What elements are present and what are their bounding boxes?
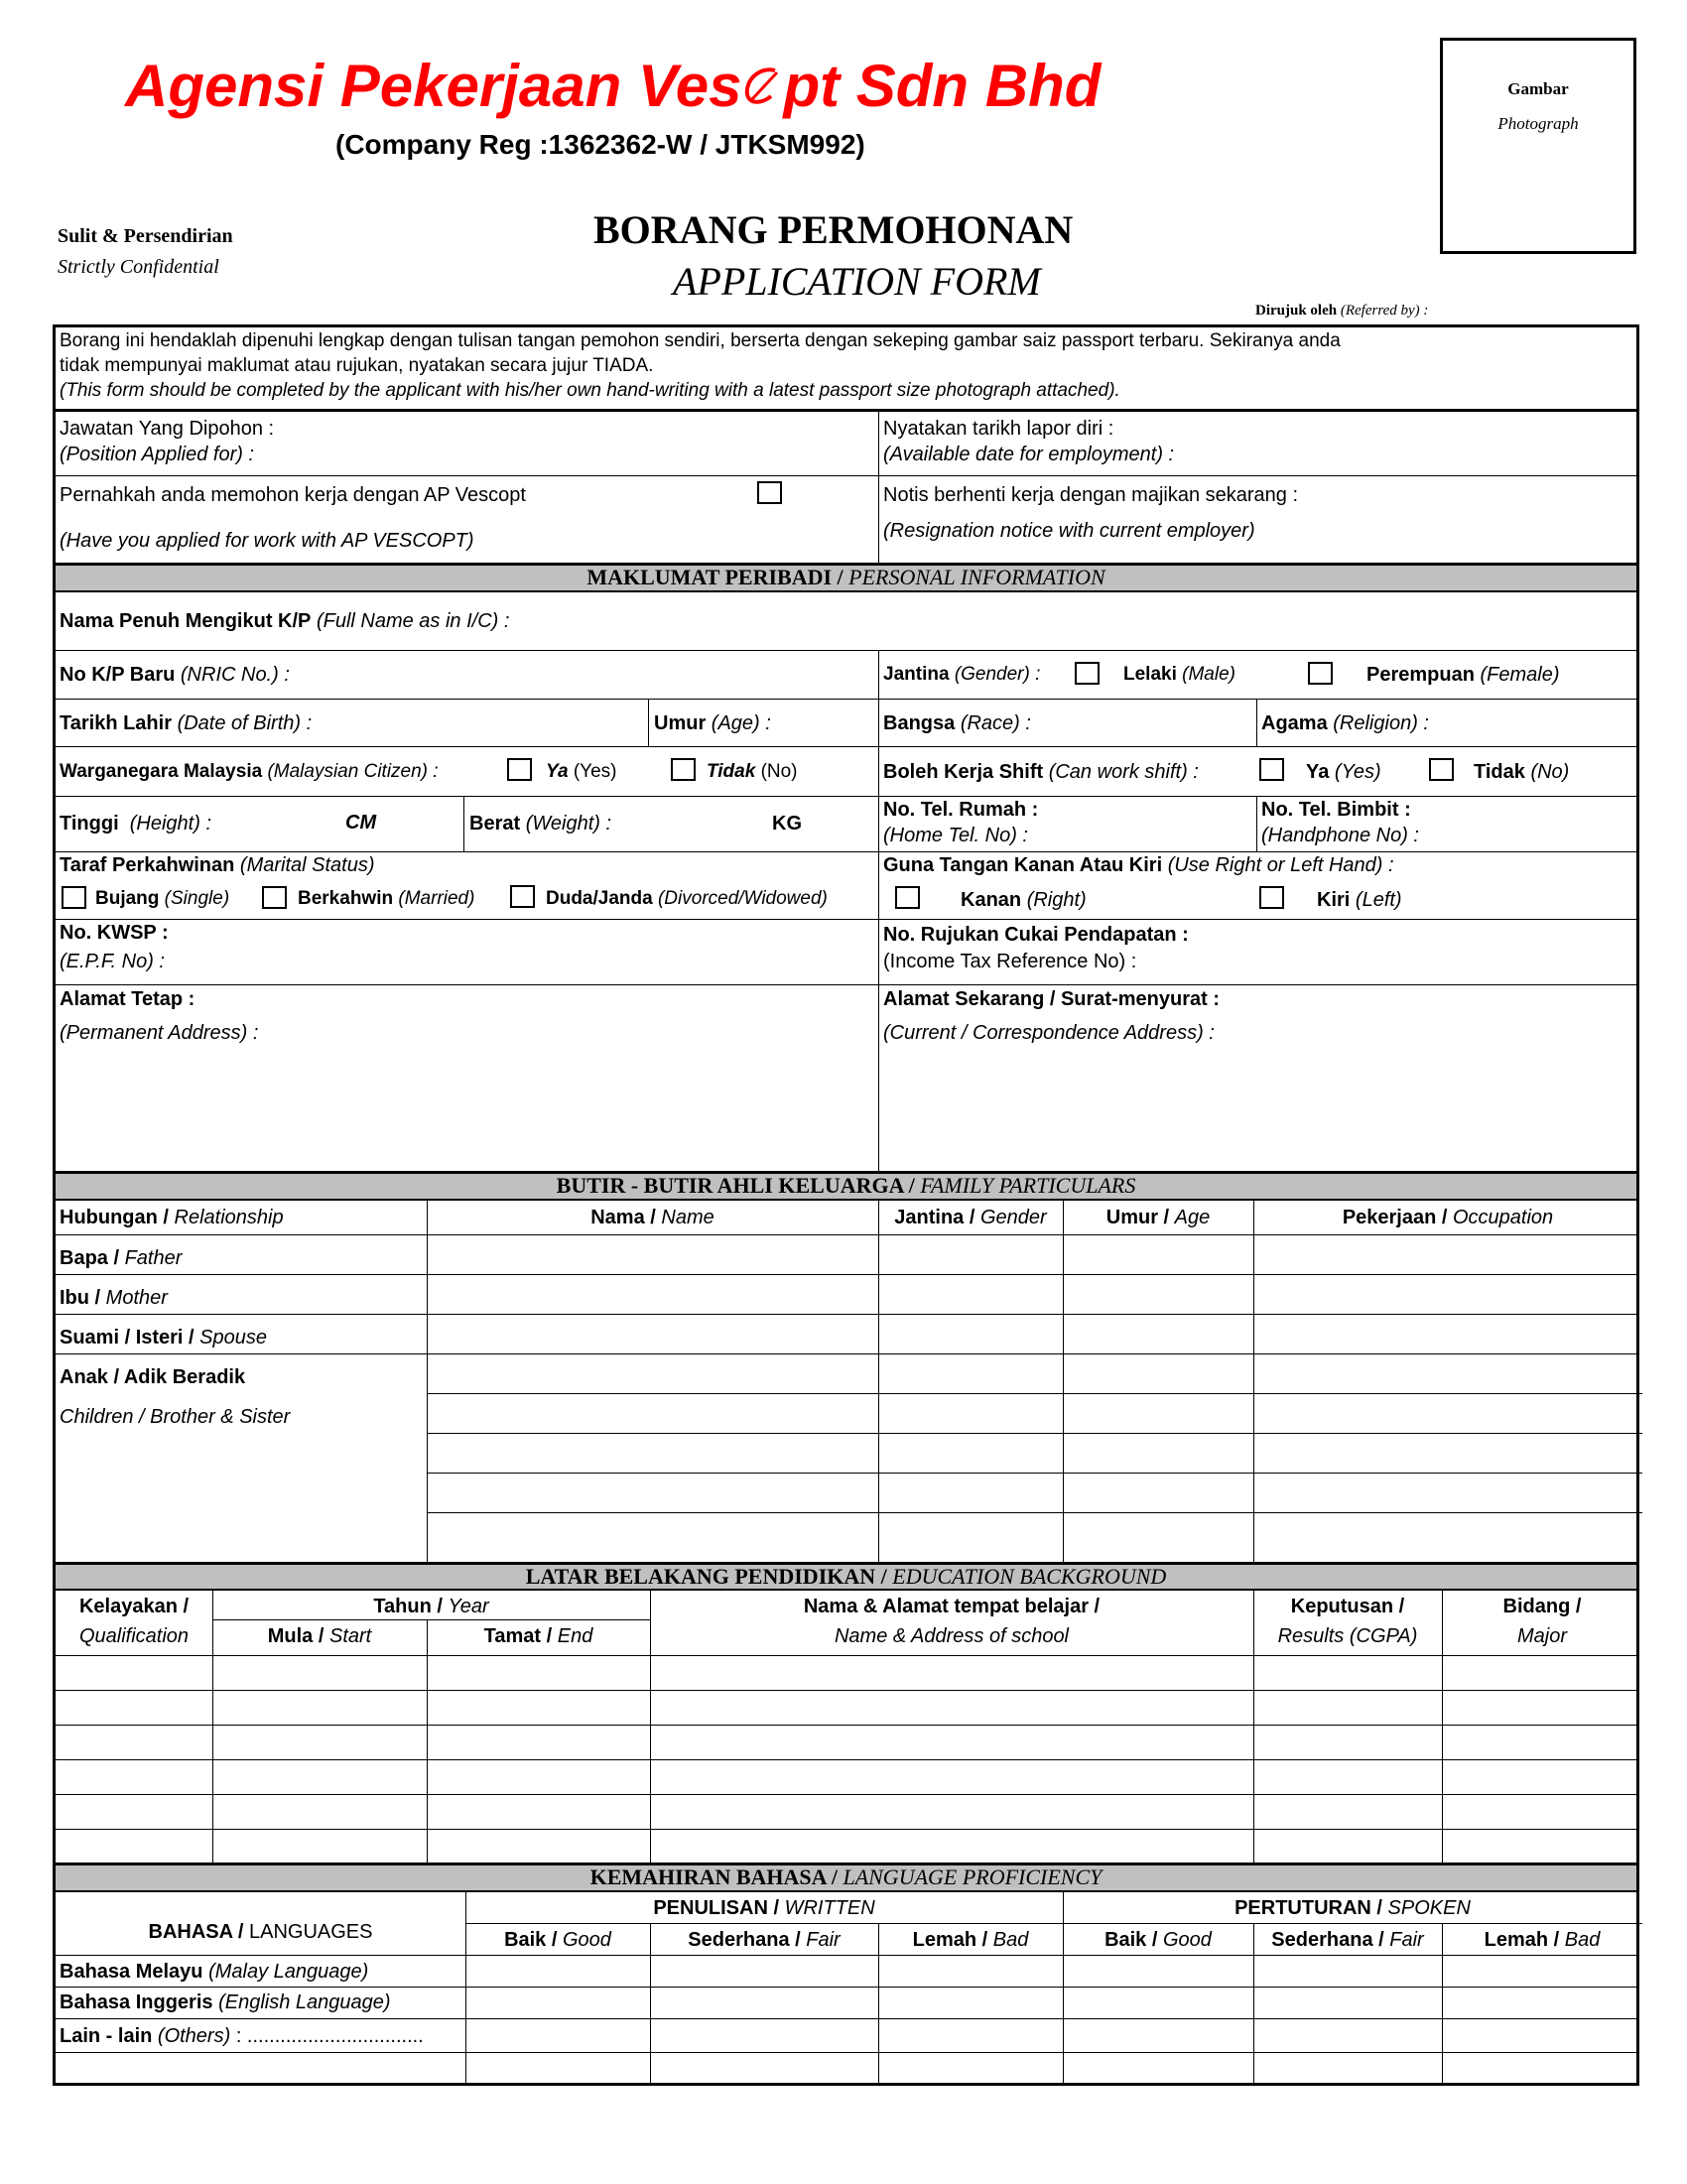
lang-row-malay [60,1960,368,1984]
religion-label-en: (Religion) : [1333,712,1429,734]
family-row-siblings-en: Children / Brother & Sister [60,1406,291,1428]
age-label-en: (Age) : [711,712,771,734]
family-header-occupation-en: Occupation [1453,1207,1554,1228]
spoken-fair-ms: Sederhana / [1271,1929,1384,1951]
lang-header-languages [56,1920,465,1944]
lang-row-others [60,2024,424,2048]
family-header-gender [878,1206,1063,1229]
family-header-occupation [1253,1206,1642,1229]
citizen-yes-label [546,760,616,784]
written-good-ms: Baik / [504,1929,558,1951]
form-title-en: APPLICATION FORM [673,259,1041,304]
weight-unit: KG [772,813,802,835]
hand-right-checkbox[interactable] [895,886,920,909]
application-form [53,324,1639,2086]
gender-label-ms: Jantina [883,664,950,685]
citizen-no-ms: Tidak [707,761,756,782]
written-fair-en: Fair [806,1929,841,1951]
written-bad [878,1928,1063,1952]
hand-left-ms: Kiri [1317,889,1351,911]
race-label-ms: Bangsa [883,712,956,734]
dob-label-en: (Date of Birth) : [177,712,313,734]
lang-header-spoken [1063,1896,1642,1920]
applied-before-label-ms: Pernahkah anda memohon kerja dengan AP Vescopt [60,484,526,506]
lang-row-others-en: (Others) [157,2025,231,2047]
referred-by-en: (Referred by) : [1340,303,1429,319]
spoken-good [1063,1928,1253,1952]
race-label [883,711,1031,735]
hand-right-en: (Right) [1026,889,1087,911]
family-row-mother [60,1286,168,1310]
edu-header-year-ms: Tahun / [373,1596,443,1617]
referred-by-ms: Dirujuk oleh [1255,303,1338,319]
lang-header-written [465,1896,1063,1920]
race-label-en: (Race) : [960,712,1031,734]
edu-header-start-en: Start [328,1625,372,1647]
lang-others-input[interactable]: : ................................ [235,2025,424,2047]
lang-header-spoken-en: SPOKEN [1387,1897,1471,1919]
full-name-label [60,609,509,633]
edu-header-year-en: Year [448,1596,489,1617]
logo-swoosh-icon [741,54,783,99]
language-section-ms: KEMAHIRAN BAHASA / [589,1864,838,1889]
height-label-en: (Height) : [129,813,211,835]
nric-label-ms: No K/P Baru [60,664,176,686]
full-name-label-en: (Full Name as in I/C) : [316,610,510,632]
marital-married-label [298,887,474,911]
gender-male-checkbox[interactable] [1075,662,1100,685]
gender-female-label [1366,663,1560,687]
height-unit: CM [345,812,377,834]
lang-header-languages-en: LANGUAGES [249,1921,373,1943]
epf-label-ms: No. KWSP : [60,922,169,944]
shift-label-ms: Boleh Kerja Shift [883,761,1044,783]
hand-left-en: (Left) [1355,889,1402,911]
family-header-relationship-ms: Hubungan / [60,1207,169,1228]
gender-label-en: (Gender) : [954,664,1041,685]
handphone-label-en: (Handphone No) : [1261,825,1419,846]
spoken-bad [1442,1928,1642,1952]
home-tel-label-ms: No. Tel. Rumah : [883,799,1039,821]
company-reg: (Company Reg :1362362-W / JTKSM992) [335,129,865,160]
lang-row-others-ms: Lain - lain [60,2025,153,2047]
education-section-ms: LATAR BELAKANG PENDIDIKAN / [525,1564,887,1589]
height-label [60,812,211,835]
shift-yes-en: (Yes) [1334,761,1381,783]
family-header-relationship-en: Relationship [174,1207,284,1228]
shift-no-en: (No) [1530,761,1570,783]
family-header-name-ms: Nama / [590,1207,656,1228]
marital-married-ms: Berkahwin [298,888,394,909]
photo-label-ms: Gambar [1507,79,1569,98]
shift-no-label [1474,760,1569,784]
lang-header-written-ms: PENULISAN / [653,1897,780,1919]
lang-row-malay-en: (Malay Language) [208,1961,369,1983]
marital-single-ms: Bujang [95,888,160,909]
education-section-en: EDUCATION BACKGROUND [892,1564,1167,1589]
dob-label [60,711,312,735]
shift-yes-label [1306,760,1381,784]
edu-header-school-en: Name & Address of school [834,1625,1070,1647]
family-row-father [60,1246,182,1270]
religion-label [1261,711,1429,735]
personal-section-ms: MAKLUMAT PERIBADI / [586,565,844,589]
dob-label-ms: Tarikh Lahir [60,712,172,734]
epf-label-en: (E.P.F. No) : [60,951,165,972]
marital-divorced-en: (Divorced/Widowed) [657,888,828,909]
marital-divorced-checkbox[interactable] [510,885,535,908]
marital-single-checkbox[interactable] [62,886,86,909]
shift-yes-ms: Ya [1306,761,1330,783]
gender-female-en: (Female) [1480,664,1560,686]
applied-before-checkbox[interactable] [757,481,782,504]
weight-label [469,812,611,835]
weight-label-ms: Berat [469,813,521,835]
family-header-age [1063,1206,1253,1229]
height-label-ms: Tinggi [60,813,119,835]
gender-male-en: (Male) [1182,664,1235,685]
written-fair-ms: Sederhana / [688,1929,801,1951]
spoken-bad-en: Bad [1564,1929,1601,1951]
photo-box[interactable] [1440,38,1636,254]
hand-left-checkbox[interactable] [1259,886,1284,909]
citizen-label-ms: Warganegara Malaysia [60,761,263,782]
available-date-label-ms: Nyatakan tarikh lapor diri : [883,418,1114,440]
gender-male-ms: Lelaki [1123,664,1177,685]
edu-header-end [427,1624,650,1648]
written-good-en: Good [562,1929,611,1951]
marital-label-ms: Taraf Perkahwinan [60,854,235,876]
full-name-label-ms: Nama Penuh Mengikut K/P [60,610,312,632]
citizen-no-en: (No) [760,761,798,782]
tax-label-ms: No. Rujukan Cukai Pendapatan : [883,924,1189,946]
handphone-label-ms: No. Tel. Bimbit : [1261,799,1411,821]
nric-label [60,663,290,687]
lang-row-english-ms: Bahasa Inggeris [60,1991,213,2013]
family-row-spouse-ms: Suami / Isteri / [60,1327,195,1349]
form-title-ms: BORANG PERMOHONAN [593,207,1074,252]
family-header-gender-en: Gender [979,1207,1047,1228]
available-date-label-en: (Available date for employment) : [883,444,1175,465]
spoken-fair-en: Fair [1389,1929,1424,1951]
citizen-yes-en: (Yes) [573,761,617,782]
intro-line-1: Borang ini hendaklah dipenuhi lengkap dengan tulisan tangan pemohon sendiri, berserta dengan sekeping gambar saiz passport terbaru. Sekiranya anda [60,330,1341,351]
marital-married-en: (Married) [398,888,475,909]
edu-header-start [212,1624,427,1648]
family-row-father-ms: Bapa / [60,1247,120,1269]
family-row-spouse [60,1326,267,1349]
company-name-part1: Agensi Pekerjaan Ves [125,53,742,119]
company-name [125,52,1101,121]
family-section-ms: BUTIR - BUTIR AHLI KELUARGA / [556,1173,915,1198]
family-row-father-en: Father [124,1247,183,1269]
marital-single-en: (Single) [164,888,230,909]
position-label-ms: Jawatan Yang Dipohon : [60,418,275,440]
company-name-part2: pt Sdn Bhd [783,53,1102,119]
intro-line-2: tidak mempunyai maklumat atau rujukan, nyatakan secara jujur TIADA. [60,355,654,376]
lang-row-english-en: (English Language) [218,1991,391,2013]
edu-header-year [212,1595,650,1618]
nric-label-en: (NRIC No.) : [180,664,290,686]
hand-left-label [1317,888,1402,912]
shift-no-checkbox[interactable] [1429,758,1454,781]
age-label [654,711,771,735]
gender-male-label [1123,663,1235,687]
citizen-yes-checkbox[interactable] [507,758,532,781]
gender-female-checkbox[interactable] [1308,662,1333,685]
edu-header-end-ms: Tamat / [483,1625,553,1647]
written-fair [650,1928,878,1952]
edu-header-school-ms: Nama & Alamat tempat belajar / [803,1596,1101,1617]
position-label-en: (Position Applied for) : [60,444,255,465]
citizen-no-label [707,760,798,784]
edu-header-result-en: Results (CGPA) [1277,1625,1418,1647]
hand-label-ms: Guna Tangan Kanan Atau Kiri [883,854,1163,876]
marital-single-label [95,887,229,911]
resignation-notice-label-en: (Resignation notice with current employer) [883,520,1255,542]
gender-label [883,663,1040,687]
confidential-ms: Sulit & Persendirian [58,225,233,247]
marital-married-checkbox[interactable] [262,886,287,909]
family-header-name [427,1206,878,1229]
language-section-header [56,1863,1636,1892]
citizen-yes-ms: Ya [546,761,569,782]
edu-header-qualification-ms: Kelayakan / [78,1596,190,1617]
marital-label [60,853,375,877]
shift-label [883,760,1199,784]
language-section-en: LANGUAGE PROFICIENCY [843,1864,1103,1889]
spoken-fair [1253,1928,1442,1952]
applied-before-label-en: (Have you applied for work with AP VESCOPT) [60,530,474,552]
tax-label-en: (Income Tax Reference No) : [883,951,1137,972]
personal-section-header [56,563,1636,592]
family-row-siblings-ms: Anak / Adik Beradik [60,1366,246,1388]
hand-label-en: (Use Right or Left Hand) : [1167,854,1394,876]
lang-header-spoken-ms: PERTUTURAN / [1234,1897,1382,1919]
hand-right-label [961,888,1087,912]
spoken-good-en: Good [1162,1929,1212,1951]
family-header-gender-ms: Jantina / [894,1207,975,1228]
lang-header-written-en: WRITTEN [784,1897,875,1919]
religion-label-ms: Agama [1261,712,1328,734]
lang-row-english [60,1991,391,2014]
resignation-notice-label-ms: Notis berhenti kerja dengan majikan sekarang : [883,484,1299,506]
hand-label [883,853,1394,877]
citizen-label [60,760,439,784]
current-address-label-en: (Current / Correspondence Address) : [883,1022,1215,1044]
shift-yes-checkbox[interactable] [1259,758,1284,781]
gender-female-ms: Perempuan [1366,664,1475,686]
intro-line-3: (This form should be completed by the applicant with his/her own hand-writing with a latest passport size photograph attached). [60,380,1120,401]
written-good [465,1928,650,1952]
edu-header-major-ms: Bidang / [1502,1596,1582,1617]
family-row-mother-ms: Ibu / [60,1287,101,1309]
photo-label-en: Photograph [1497,114,1579,133]
shift-label-en: (Can work shift) : [1048,761,1199,783]
permanent-address-label-en: (Permanent Address) : [60,1022,259,1044]
confidential-en: Strictly Confidential [58,256,219,278]
written-bad-en: Bad [992,1929,1029,1951]
edu-header-start-ms: Mula / [267,1625,324,1647]
family-header-relationship [60,1206,284,1229]
hand-right-ms: Kanan [961,889,1022,911]
citizen-no-checkbox[interactable] [671,758,696,781]
family-header-age-en: Age [1174,1207,1211,1228]
family-row-mother-en: Mother [105,1287,168,1309]
spoken-bad-ms: Lemah / [1484,1929,1560,1951]
edu-header-end-en: End [557,1625,593,1647]
family-section-en: FAMILY PARTICULARS [920,1173,1136,1198]
shift-no-ms: Tidak [1474,761,1525,783]
edu-header-result-ms: Keputusan / [1290,1596,1405,1617]
permanent-address-label-ms: Alamat Tetap : [60,988,195,1010]
family-header-occupation-ms: Pekerjaan / [1342,1207,1448,1228]
marital-label-en: (Marital Status) [239,854,375,876]
home-tel-label-en: (Home Tel. No) : [883,825,1028,846]
family-header-age-ms: Umur / [1105,1207,1170,1228]
family-row-spouse-en: Spouse [199,1327,268,1349]
written-bad-ms: Lemah / [912,1929,988,1951]
marital-divorced-label [546,887,828,911]
age-label-ms: Umur [654,712,707,734]
current-address-label-ms: Alamat Sekarang / Surat-menyurat : [883,988,1220,1010]
lang-header-languages-ms: BAHASA / [148,1921,244,1943]
family-header-name-en: Name [661,1207,714,1228]
edu-header-major-en: Major [1516,1625,1567,1647]
personal-section-en: PERSONAL INFORMATION [848,565,1105,589]
edu-header-qualification-en: Qualification [78,1625,190,1647]
family-section-header [56,1171,1636,1201]
citizen-label-en: (Malaysian Citizen) : [267,761,439,782]
lang-row-malay-ms: Bahasa Melayu [60,1961,203,1983]
education-section-header [56,1562,1636,1591]
spoken-good-ms: Baik / [1104,1929,1158,1951]
referred-by [1255,303,1428,320]
weight-label-en: (Weight) : [525,813,612,835]
marital-divorced-ms: Duda/Janda [546,888,653,909]
